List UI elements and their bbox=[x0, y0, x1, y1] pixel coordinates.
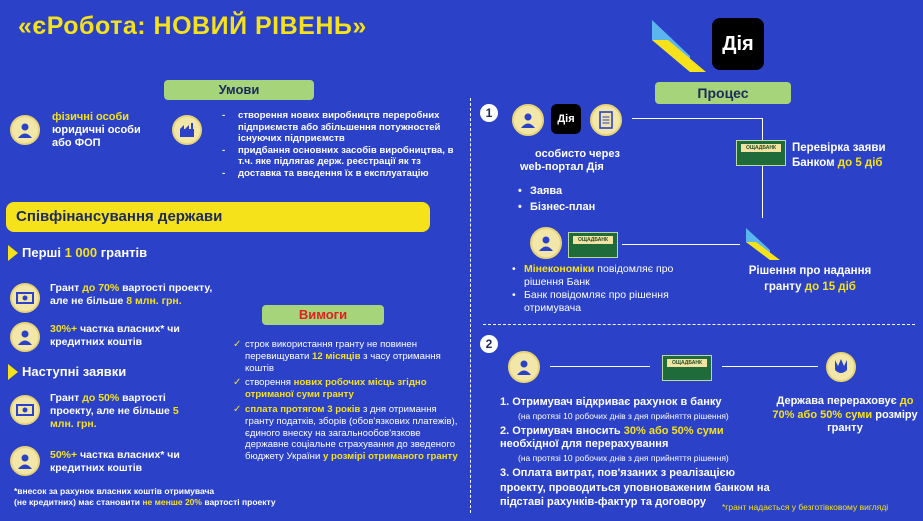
step2-note-1: (на протязі 10 робочих днів з дня прийняття рішення) bbox=[518, 411, 729, 421]
flow-line bbox=[622, 244, 740, 245]
step2-item-1: 1. Отримувач відкриває рахунок в банку bbox=[500, 396, 722, 408]
step2-footnote: *грант надається у безготівковому вигляді bbox=[722, 502, 889, 512]
bank-check-text: Перевірка заяви Банком до 5 діб bbox=[792, 142, 886, 169]
applicants-list bbox=[52, 111, 162, 150]
person-icon bbox=[10, 115, 40, 145]
requirements-list bbox=[233, 339, 465, 466]
process-header: Процес bbox=[655, 82, 791, 104]
flow-line bbox=[762, 118, 763, 218]
diia-logo: Дія bbox=[712, 18, 764, 70]
person-icon bbox=[512, 104, 544, 136]
first-own-text: 30%+ частка власних* чи кредитних коштів bbox=[50, 323, 180, 348]
purposes-list bbox=[222, 110, 462, 179]
first-grants-label: Перші 1 000 грантів bbox=[22, 245, 148, 260]
next-apps-label: Наступні заявки bbox=[22, 364, 127, 379]
arrow-icon bbox=[8, 245, 18, 261]
notify-list bbox=[512, 263, 712, 315]
requirement-item: ✓ строк використання гранту не повинен перевищувати 12 місяців з часу отримання коштів bbox=[233, 339, 465, 374]
requirement-item: ✓ створення нових робочих місць згідно отриманої суми гранту bbox=[233, 377, 465, 401]
step-number: 1 bbox=[480, 104, 498, 122]
arrow-icon bbox=[8, 364, 18, 380]
flag-logo-icon bbox=[648, 12, 708, 74]
decision-text: Рішення про надання гранту до 15 діб bbox=[748, 265, 872, 293]
step-number: 2 bbox=[480, 335, 498, 353]
person-icon bbox=[508, 351, 540, 383]
person-icon bbox=[10, 446, 40, 476]
document-icon bbox=[590, 104, 622, 136]
purpose-item: - придбання основних засобів виробництва, в т.ч. яке підлягає держ. реєстрації як тз bbox=[222, 145, 462, 168]
flow-arrow-line bbox=[722, 366, 818, 367]
flow-arrow-line bbox=[550, 366, 650, 367]
step2-note-2: (на протязі 10 робочих днів з дня прийняття рішення) bbox=[518, 453, 729, 463]
purpose-item: - доставка та введення їх в експлуатацію bbox=[222, 168, 462, 180]
person-icon bbox=[530, 227, 562, 259]
step-separator bbox=[483, 324, 915, 325]
flow-line bbox=[632, 118, 762, 119]
docs-list bbox=[518, 183, 595, 215]
doc-item: • Бізнес-план bbox=[518, 199, 595, 215]
step2-item-3: 3. Оплата витрат, пов'язаних з реалізацією проекту, проводиться уповноваженим банком на підставі рахунків-фактур та договору bbox=[500, 467, 770, 508]
purpose-item: - створення нових виробництв переробних підприємств або збільшення потужностей існуючих підприємств bbox=[222, 110, 462, 145]
money-icon bbox=[10, 283, 40, 313]
requirements-header: Вимоги bbox=[262, 305, 384, 325]
via-label: особисто через bbox=[535, 148, 620, 160]
doc-item: • Заява bbox=[518, 183, 595, 199]
step2-item-2: 2. Отримувач вносить 30% або 50% суми необхідної для перерахування bbox=[500, 425, 724, 450]
portal-label: web-портал Дія bbox=[520, 161, 604, 173]
diia-app-icon: Дія bbox=[551, 104, 581, 134]
flag-logo-icon bbox=[742, 222, 782, 262]
person-icon bbox=[10, 322, 40, 352]
first-grant-text: Грант до 70% вартості проекту, але не більше 8 млн. грн. bbox=[50, 282, 213, 307]
divider bbox=[470, 98, 471, 513]
bank-logo: ОЩАДБАНК bbox=[662, 355, 712, 381]
money-icon bbox=[10, 395, 40, 425]
next-grant-text: Грант до 50% вартості проекту, але не більше 5 млн. грн. bbox=[50, 392, 179, 430]
cofinancing-header: Співфінансування держави bbox=[16, 208, 223, 225]
bank-logo: ОЩАДБАНК bbox=[736, 140, 786, 166]
conditions-header: Умови bbox=[164, 80, 314, 100]
notify-item: • Мінекономіки повідомляє про рішення Банк bbox=[512, 263, 712, 289]
cofinancing-footnote: *внесок за рахунок власних коштів отримувача (не кредитних) має становити не менше 20% вартості проекту bbox=[14, 486, 276, 507]
requirement-item: ✓ сплата протягом 3 років з дня отримання гранту податків, зборів (обов'язкових платежів), єдиного внеску на загальнообов'язкове державне соціальне страхування до зведеного бюджету України у розмірі отриманого гранту bbox=[233, 404, 465, 463]
next-own-text: 50%+ частка власних* чи кредитних коштів bbox=[50, 449, 180, 474]
state-transfer-text: Держава перераховує до 70% або 50% суми розміру гранту bbox=[772, 395, 918, 434]
notify-item: • Банк повідомляє про рішення отримувача bbox=[512, 289, 712, 315]
applicant-legal: юридичні особи bbox=[52, 124, 141, 136]
trident-icon bbox=[826, 352, 856, 382]
bank-logo: ОЩАДБАНК bbox=[568, 232, 618, 258]
applicant-fop: або ФОП bbox=[52, 137, 101, 149]
applicant-individual: фізичні особи bbox=[52, 111, 130, 123]
factory-icon bbox=[172, 115, 202, 145]
page-title: «єРобота: НОВИЙ РІВЕНЬ» bbox=[18, 12, 367, 40]
